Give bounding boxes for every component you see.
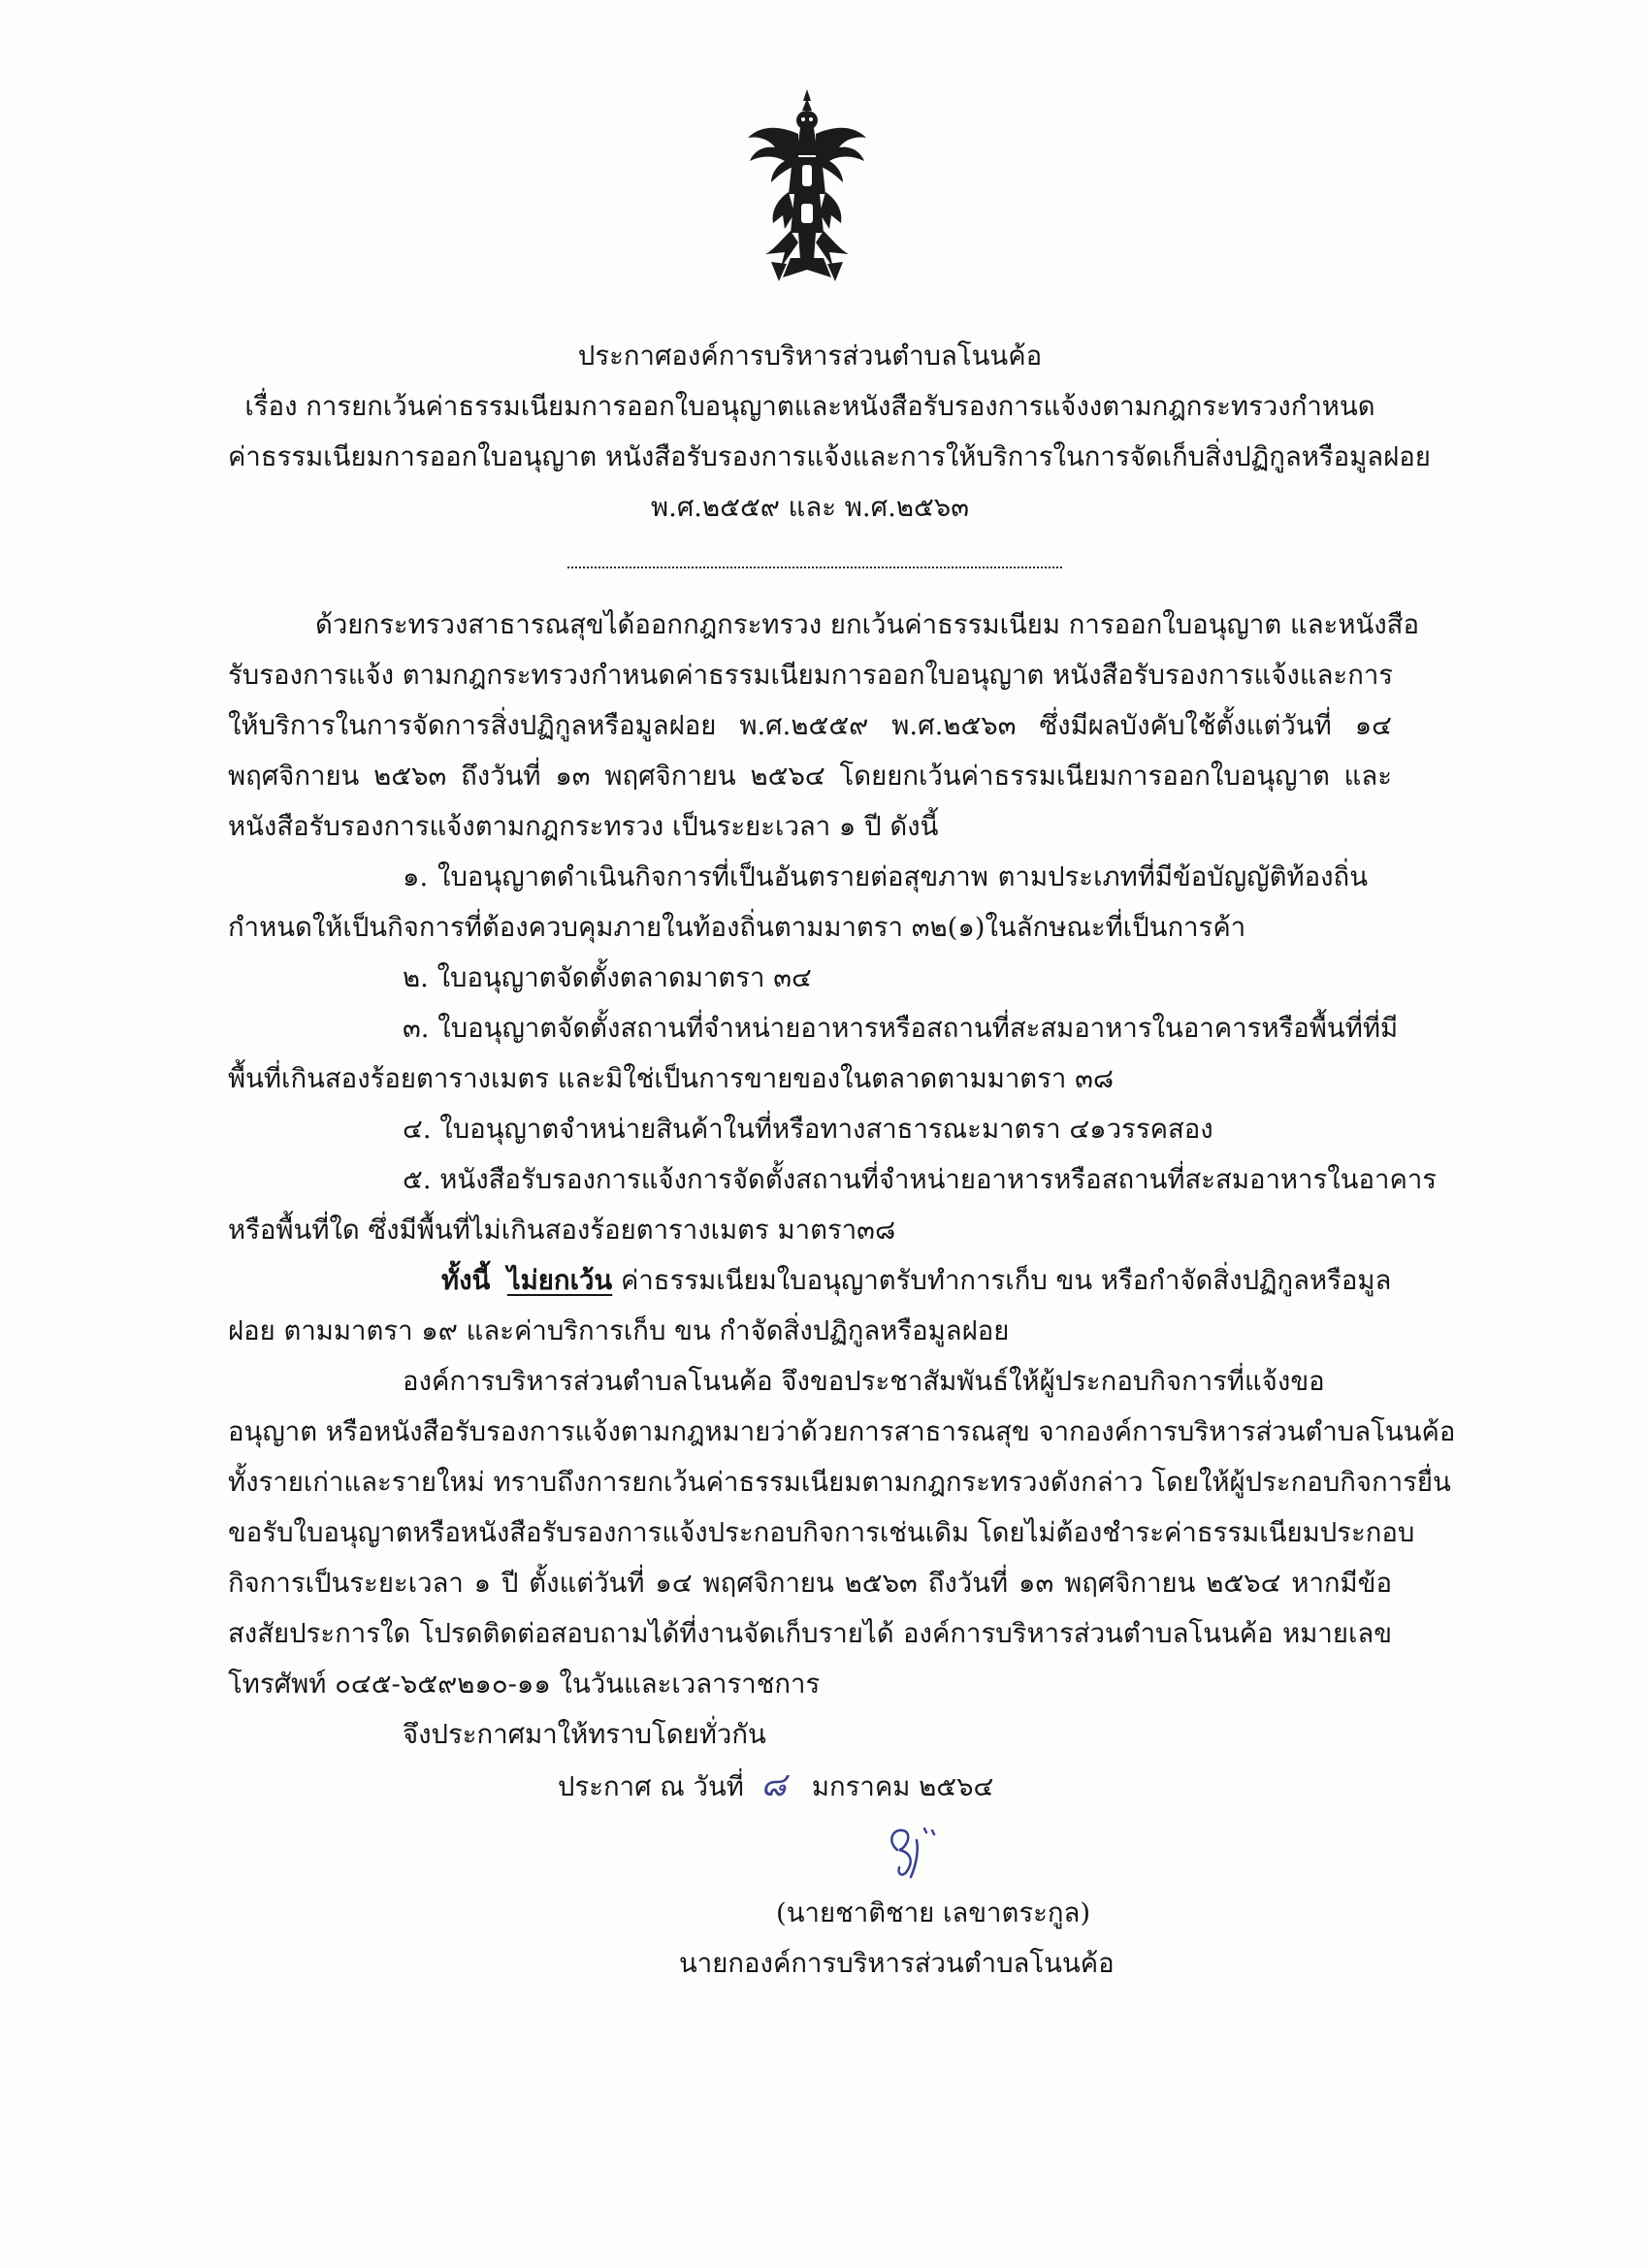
list-item: กำหนดให้เป็นกิจการที่ต้องควบคุมภายในท้องถิ่นตามมาตรา ๓๒(๑)ในลักษณะที่เป็นการค้า (228, 912, 1246, 943)
exception-line (441, 1259, 1392, 1304)
list-item: ๕. หนังสือรับรองการแจ้งการจัดตั้งสถานที่จำหน่ายอาหารหรือสถานที่สะสมอาหารในอาคาร (403, 1164, 1438, 1195)
subject-line: ค่าธรรมเนียมการออกใบอนุญาต หนังสือรับรองการแจ้งและการให้บริการในการจัดเก็บสิ่งปฏิกูลหรือมูลฝอย (228, 441, 1431, 472)
list-item: หรือพื้นที่ใด ซึ่งมีพื้นที่ไม่เกินสองร้อยตารางเมตร มาตรา๓๘ (228, 1215, 896, 1246)
body-line: หนังสือรับรองการแจ้งตามกฎกระทรวง เป็นระยะเวลา ๑ ปี ดังนี้ (228, 811, 939, 842)
list-item: ๒. ใบอนุญาตจัดตั้งตลาดมาตรา ๓๔ (403, 962, 812, 993)
closing-line: กิจการเป็นระยะเวลา ๑ ปี ตั้งแต่วันที่ ๑๔ พฤศจิกายน ๒๕๖๓ ถึงวันที่ ๑๓ พฤศจิกายน ๒๕๖๔ หากมีข้อ (228, 1568, 1392, 1599)
list-item: ๑. ใบอนุญาตดำเนินกิจการที่เป็นอันตรายต่อสุขภาพ ตามประเภทที่มีข้อบัญญัติท้องถิ่น (403, 861, 1368, 892)
subject-line: พ.ศ.๒๕๕๙ และ พ.ศ.๒๕๖๓ (650, 492, 970, 523)
exception-emphasis: ไม่ยกเว้น (506, 1265, 613, 1296)
body-line: รับรองการแจ้ง ตามกฎกระทรวงกำหนดค่าธรรมเนียมการออกใบอนุญาต หนังสือรับรองการแจ้งและการ (228, 660, 1394, 691)
list-item: พื้นที่เกินสองร้อยตารางเมตร และมิใช่เป็นการขายของในตลาดตามมาตรา ๓๘ (228, 1063, 1115, 1094)
garuda-emblem-icon (742, 87, 873, 286)
list-item: ๓. ใบอนุญาตจัดตั้งสถานที่จำหน่ายอาหารหรือสถานที่สะสมอาหารในอาคารหรือพื้นที่ที่มี (403, 1013, 1399, 1044)
exception-prefix: ทั้งนี้ (441, 1265, 491, 1296)
handwritten-signature (878, 1821, 955, 1889)
list-item: ๔. ใบอนุญาตจำหน่ายสินค้าในที่หรือทางสาธารณะมาตรา ๔๑วรรคสอง (403, 1114, 1213, 1145)
date-day: ๘ (760, 1766, 787, 1804)
subject-line: เรื่อง การยกเว้นค่าธรรมเนียมการออกใบอนุญาตและหนังสือรับรองการแจ้งงตามกฎกระทรวงกำหนด (244, 391, 1375, 422)
dotted-separator (567, 563, 1062, 568)
date-month-year: มกราคม ๒๕๖๔ (811, 1771, 994, 1802)
body-line: ด้วยกระทรวงสาธารณสุขได้ออกกฎกระทรวง ยกเว้นค่าธรรมเนียม การออกใบอนุญาต และหนังสือ (315, 609, 1419, 640)
date-line (558, 1764, 1334, 1808)
date-prefix: ประกาศ ณ วันที่ (558, 1771, 744, 1802)
signer-name: (นายชาติชาย เลขาตระกูล) (776, 1897, 1091, 1928)
closing-line: โทรศัพท์ ๐๔๕-๖๕๙๒๑๐-๑๑ ในวันและเวลาราชการ (228, 1669, 821, 1700)
body-line: ให้บริการในการจัดการสิ่งปฏิกูลหรือมูลฝอย พ.ศ.๒๕๕๙ พ.ศ.๒๕๖๓ ซึ่งมีผลบังคับใช้ตั้งแต่วันที่ ๑๔ (228, 710, 1392, 741)
closing-line: ทั้งรายเก่าและรายใหม่ ทราบถึงการยกเว้นค่าธรรมเนียมตามกฎกระทรวงดังกล่าว โดยให้ผู้ประกอบกิจการยื่น (228, 1467, 1451, 1498)
exception-text: ค่าธรรมเนียมใบอนุญาตรับทำการเก็บ ขน หรือกำจัดสิ่งปฏิกูลหรือมูล (620, 1265, 1392, 1296)
announce-line: จึงประกาศมาให้ทราบโดยทั่วกัน (403, 1719, 766, 1750)
closing-line: สงสัยประการใด โปรดติดต่อสอบถามได้ที่งานจัดเก็บรายได้ องค์การบริหารส่วนตำบลโนนค้อ หมายเลข (228, 1618, 1392, 1649)
announcement-title: ประกาศองค์การบริหารส่วนตำบลโนนค้อ (577, 340, 1043, 372)
body-line: พฤศจิกายน ๒๕๖๓ ถึงวันที่ ๑๓ พฤศจิกายน ๒๕๖๔ โดยยกเว้นค่าธรรมเนียมการออกใบอนุญาต และ (228, 761, 1392, 792)
signer-title: นายกองค์การบริหารส่วนตำบลโนนค้อ (679, 1948, 1115, 1979)
exception-line: ฝอย ตามมาตรา ๑๙ และค่าบริการเก็บ ขน กำจัดสิ่งปฏิกูลหรือมูลฝอย (228, 1315, 1010, 1346)
closing-line: ขอรับใบอนุญาตหรือหนังสือรับรองการแจ้งประกอบกิจการเช่นเดิม โดยไม่ต้องชำระค่าธรรมเนียมประกอบ (228, 1517, 1415, 1548)
closing-line: องค์การบริหารส่วนตำบลโนนค้อ จึงขอประชาสัมพันธ์ให้ผู้ประกอบกิจการที่แจ้งขอ (403, 1366, 1325, 1397)
closing-line: อนุญาต หรือหนังสือรับรองการแจ้งตามกฎหมายว่าด้วยการสาธารณสุข จากองค์การบริหารส่วนตำบลโนนค้อ (228, 1416, 1456, 1447)
